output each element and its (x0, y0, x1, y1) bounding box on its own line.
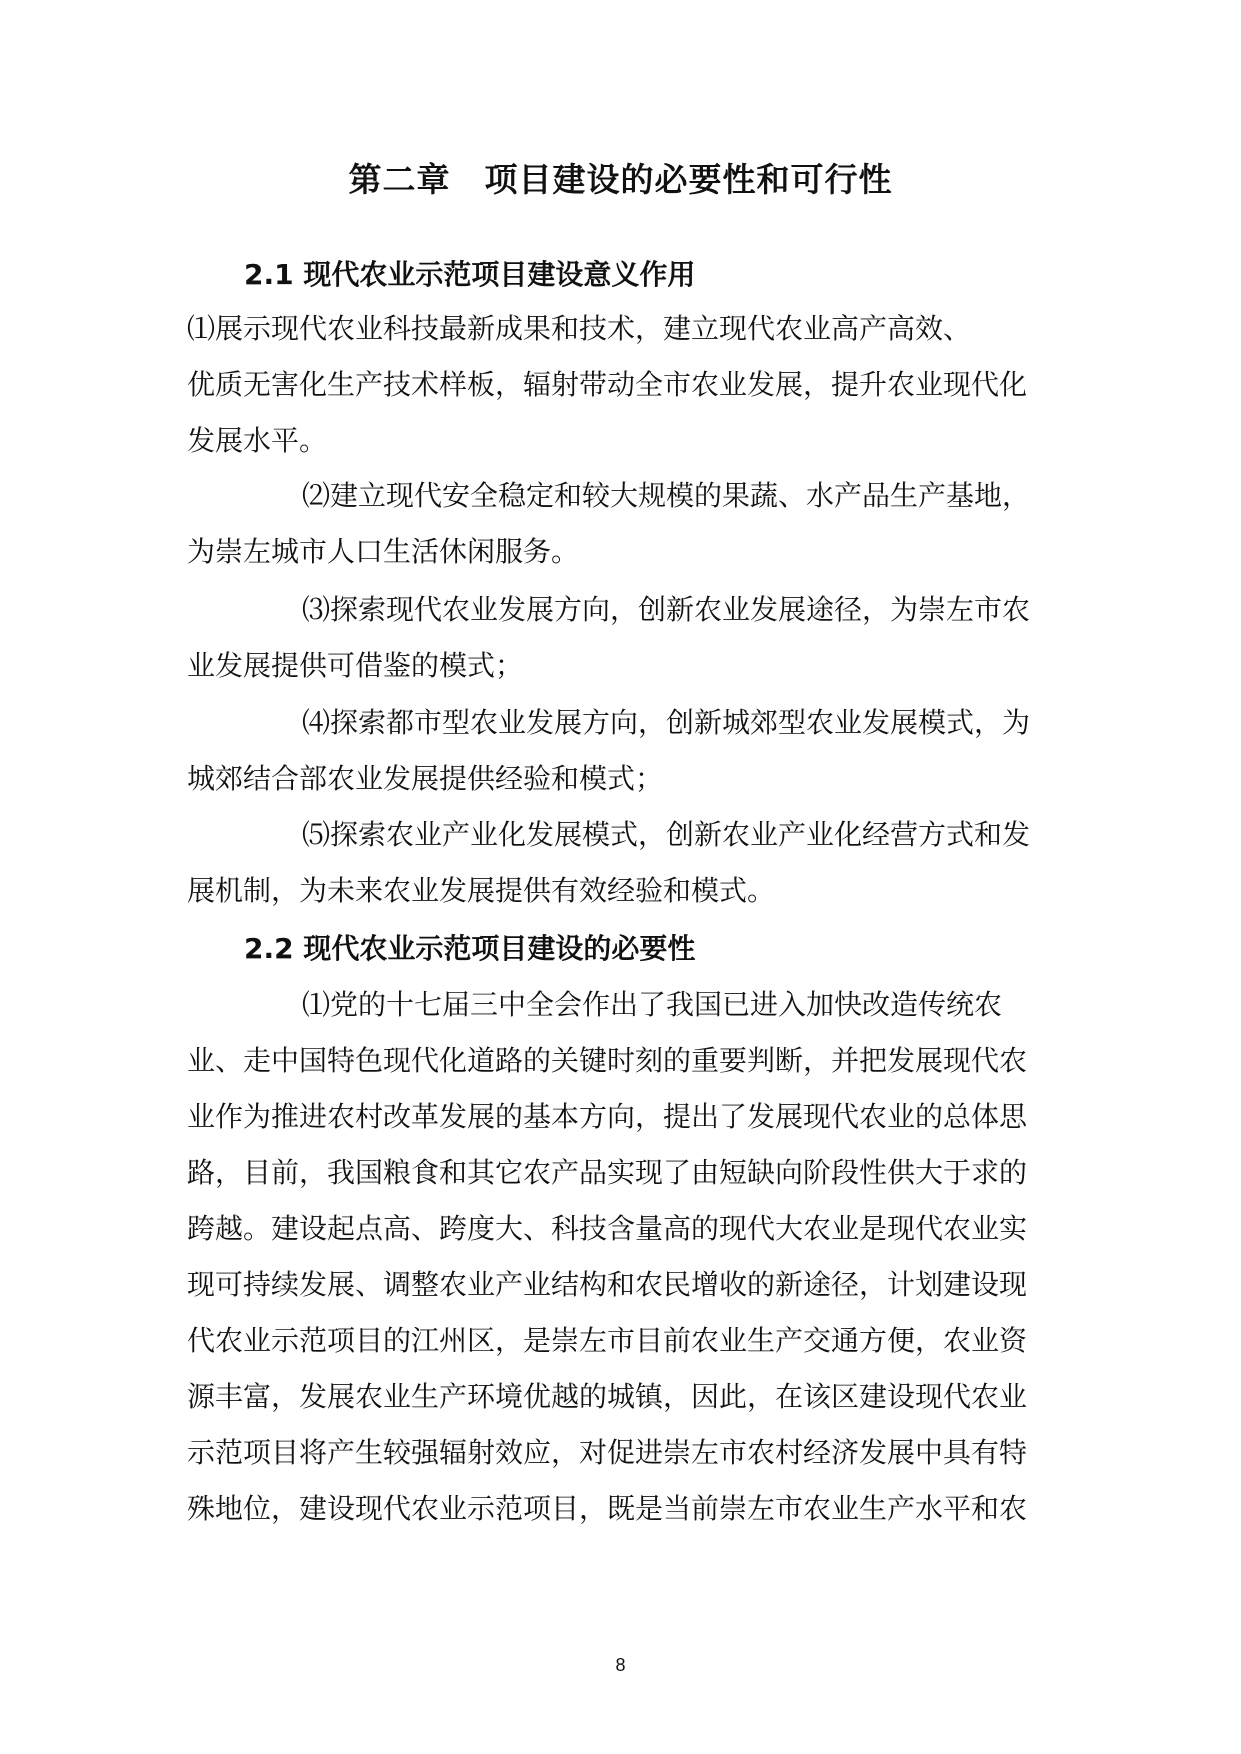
text-line: 优质无害化生产技术样板，辐射带动全市农业发展，提升农业现代化 (187, 368, 1028, 401)
text-line: ⑸探索农业产业化发展模式，创新农业产业化经营方式和发 (302, 818, 1031, 851)
text-line: 现可持续发展、调整农业产业结构和农民增收的新途径，计划建设现 (187, 1268, 1028, 1301)
text-line: 代农业示范项目的江州区，是崇左市目前农业生产交通方便，农业资 (187, 1324, 1028, 1357)
text-line: 城郊结合部农业发展提供经验和模式； (187, 762, 664, 795)
text-line: 殊地位，建设现代农业示范项目，既是当前崇左市农业生产水平和农 (187, 1492, 1028, 1525)
text-line: 展机制，为未来农业发展提供有效经验和模式。 (187, 874, 776, 907)
text-line: ⑵建立现代安全稳定和较大规模的果蔬、水产品生产基地， (302, 479, 1031, 512)
text-line: 业发展提供可借鉴的模式； (187, 649, 524, 682)
text-line: ⑶探索现代农业发展方向，创新农业发展途径，为崇左市农 (302, 593, 1031, 626)
text-line: 为崇左城市人口生活休闲服务。 (187, 535, 580, 568)
text-line: 业、走中国特色现代化道路的关键时刻的重要判断，并把发展现代农 (187, 1044, 1028, 1077)
text-line: ⑷探索都市型农业发展方向，创新城郊型农业发展模式，为 (302, 706, 1031, 739)
text-line: 跨越。建设起点高、跨度大、科技含量高的现代大农业是现代农业实 (187, 1212, 1028, 1245)
text-line: 业作为推进农村改革发展的基本方向，提出了发展现代农业的总体思 (187, 1100, 1028, 1133)
page-number: 8 (615, 1655, 626, 1675)
chapter-title: 第二章 项目建设的必要性和可行性 (348, 160, 893, 199)
section-heading-2-2: 2.2 现代农业示范项目建设的必要性 (244, 932, 696, 965)
section-heading-2-1: 2.1 现代农业示范项目建设意义作用 (244, 258, 696, 291)
text-line: 源丰富，发展农业生产环境优越的城镇，因此，在该区建设现代农业 (187, 1380, 1028, 1413)
text-line: 发展水平。 (187, 424, 328, 457)
text-line: 路，目前，我国粮食和其它农产品实现了由短缺向阶段性供大于求的 (187, 1156, 1028, 1189)
text-line: 示范项目将产生较强辐射效应，对促进崇左市农村经济发展中具有特 (187, 1436, 1028, 1469)
text-line: ⑴展示现代农业科技最新成果和技术，建立现代农业高产高效、 (187, 312, 972, 345)
text-line: ⑴党的十七届三中全会作出了我国已进入加快改造传统农 (302, 988, 1003, 1021)
